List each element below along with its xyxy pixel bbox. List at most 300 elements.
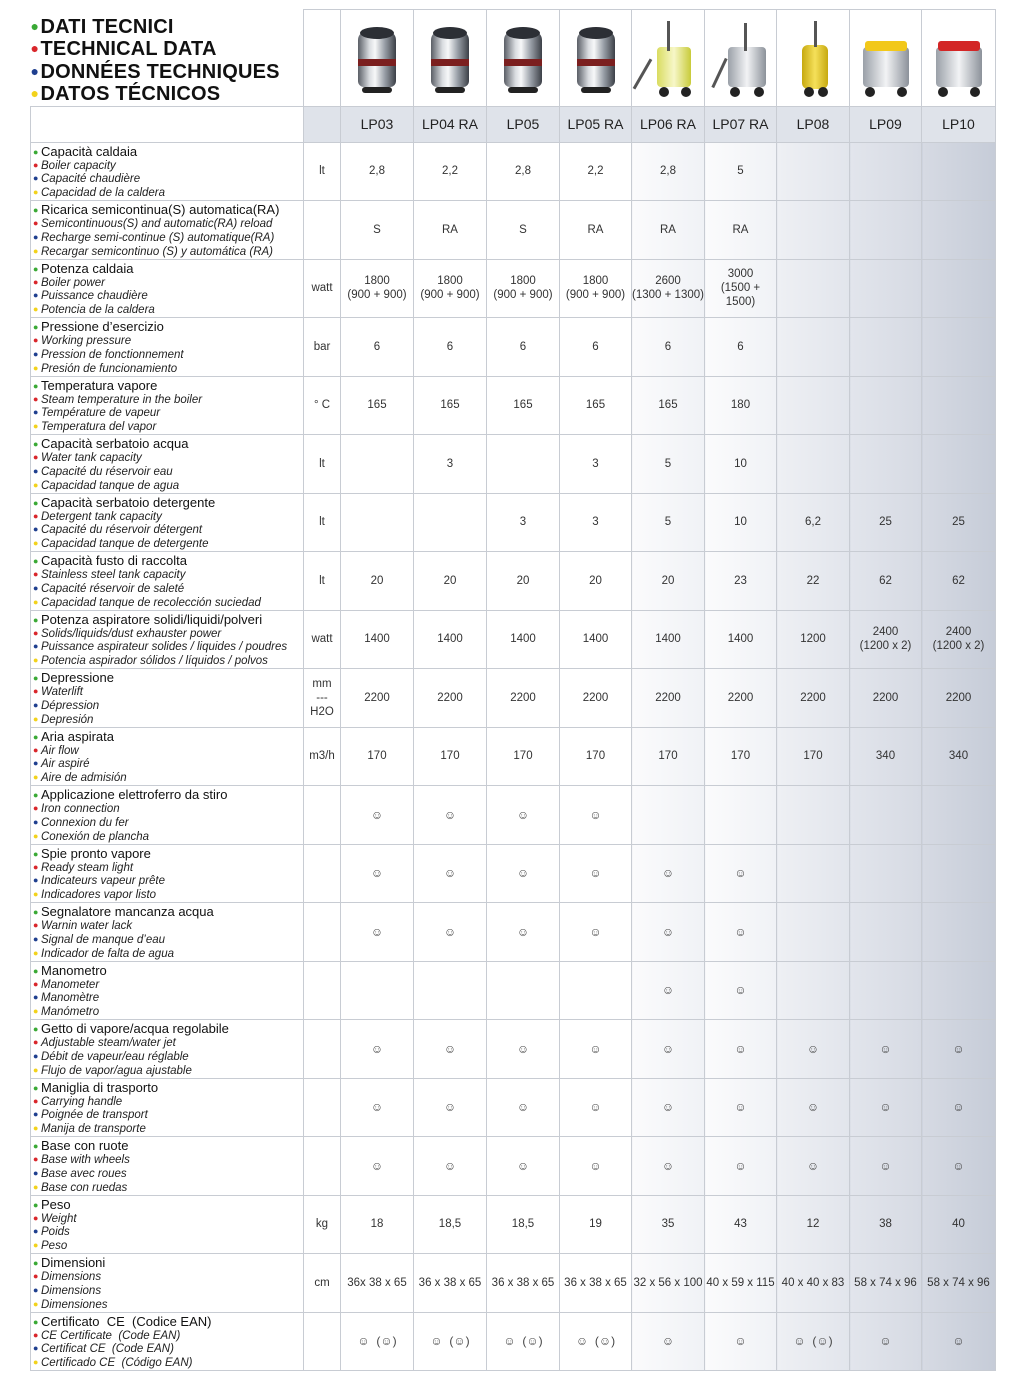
label-fr: ● Dépression — [33, 699, 100, 712]
spec-value: 32 x 56 x 100 — [632, 1254, 705, 1313]
spec-value: 18,5 — [487, 1195, 560, 1254]
spec-row — [31, 552, 996, 611]
bullet-dot-icon: ● — [33, 947, 39, 958]
label-en: ● Carrying handle — [33, 1095, 123, 1108]
label-fr: ● Air aspiré — [33, 758, 90, 771]
label-it: ● Getto di vapore/acqua regolabile — [33, 1021, 229, 1036]
spec-value: ☺ ​ (☺) — [341, 1312, 414, 1371]
spec-value: 20 — [487, 552, 560, 611]
spec-value: ☺ — [414, 786, 487, 845]
spec-value: 170 — [705, 727, 777, 786]
spec-value — [922, 376, 996, 435]
spec-value: 5 — [705, 142, 777, 201]
product-image-lp04ra — [414, 10, 487, 107]
header-image-row — [31, 10, 996, 107]
spec-unit — [304, 1312, 341, 1371]
spec-value: 40 x 40 x 83 — [777, 1254, 850, 1313]
spec-value — [850, 318, 922, 377]
model-lp05ra: LP05 RA — [560, 106, 632, 142]
spec-value: ☺ — [922, 1137, 996, 1196]
spec-value: 1800 (900 + 900) — [341, 259, 414, 318]
label-en: ● Ready steam light — [33, 861, 134, 874]
label-fr: ● Puissance aspirateur solides / liquides / poudres — [33, 641, 288, 654]
spec-value: ☺ — [922, 1020, 996, 1079]
label-en: ● Dimensions — [33, 1271, 102, 1283]
model-lp09: LP09 — [850, 106, 922, 142]
spec-value: 36x 38 x 65 — [341, 1254, 414, 1313]
spec-value: 1800 (900 + 900) — [487, 259, 560, 318]
spec-value: 165 — [560, 376, 632, 435]
bullet-dot-icon: ● — [33, 538, 39, 549]
bullet-dot-icon: ● — [33, 848, 39, 859]
bullet-dot-icon: ● — [33, 1199, 39, 1210]
product-image-lp08 — [777, 10, 850, 107]
spec-value: ☺ — [632, 1078, 705, 1137]
spec-value: 170 — [632, 727, 705, 786]
label-it: ● Capacità fusto di raccolta — [33, 553, 187, 568]
spec-value — [850, 201, 922, 260]
spec-unit — [304, 1078, 341, 1137]
bullet-dot-icon: ● — [33, 1050, 39, 1061]
label-it: ● Peso — [33, 1196, 71, 1212]
spec-value: ☺ — [341, 1137, 414, 1196]
spec-value: ☺ — [341, 1020, 414, 1079]
bullet-dot-icon: ● — [33, 1316, 39, 1327]
spec-value: ☺ — [850, 1020, 922, 1079]
spec-value: ☺ — [341, 1078, 414, 1137]
bullet-dot-icon: ● — [33, 1154, 39, 1164]
bullet-dot-icon: ● — [33, 407, 39, 418]
spec-value: 2200 — [341, 669, 414, 728]
spec-value: 2200 — [487, 669, 560, 728]
model-lp07ra: LP07 RA — [705, 106, 777, 142]
title-block — [31, 10, 304, 107]
spec-value — [341, 493, 414, 552]
spec-value: 12 — [777, 1195, 850, 1254]
bullet-dot-icon: ● — [33, 596, 39, 607]
label-it: ● Certificato ​ CE ​ (Codice EAN) — [33, 1313, 212, 1329]
bullet-dot-icon: ● — [33, 992, 39, 1003]
spec-value: 2200 — [560, 669, 632, 728]
spec-row — [31, 1137, 996, 1196]
spec-value — [414, 961, 487, 1020]
spec-value: 58 x 74 x 96 — [922, 1254, 996, 1313]
spec-unit — [304, 201, 341, 260]
spec-value: 18,5 — [414, 1195, 487, 1254]
label-es: ● Capacidad tanque de agua — [33, 479, 180, 492]
spec-value: ☺ — [705, 1020, 777, 1079]
spec-row — [31, 1195, 996, 1254]
spec-value: ☺ — [705, 1137, 777, 1196]
spec-value — [560, 961, 632, 1020]
label-es: ● Manómetro — [33, 1006, 100, 1019]
spec-value: 40 — [922, 1195, 996, 1254]
bullet-dot-icon: ● — [33, 1343, 39, 1354]
label-es: ● Indicador de falta de agua — [33, 947, 174, 960]
spec-value: ☺ ​ (☺) — [414, 1312, 487, 1371]
spec-value: 38 — [850, 1195, 922, 1254]
spec-value: 6 — [341, 318, 414, 377]
spec-value: 6 — [414, 318, 487, 377]
label-en: ● Stainless steel tank capacity — [33, 569, 186, 581]
spec-label — [31, 1312, 304, 1371]
spec-value: 3 — [487, 493, 560, 552]
spec-value: 6,2 — [777, 493, 850, 552]
label-es: ● Indicadores vapor listo — [33, 889, 157, 902]
spec-row — [31, 318, 996, 377]
spec-unit: m3/h — [304, 727, 341, 786]
bullet-dot-icon: ● — [33, 713, 39, 724]
product-image-lp05ra — [560, 10, 632, 107]
spec-value: ☺ ​ (☺) — [560, 1312, 632, 1371]
label-es: ● Peso — [33, 1240, 68, 1253]
spec-row — [31, 961, 996, 1020]
bullet-dot-icon: ● — [33, 1082, 39, 1093]
bullet-dot-icon: ● — [33, 290, 39, 301]
bullet-dot-icon: ● — [33, 816, 39, 827]
spec-value: ☺ — [414, 1078, 487, 1137]
spec-value: ☺ — [414, 1020, 487, 1079]
spec-row — [31, 1078, 996, 1137]
spec-value — [922, 435, 996, 494]
label-es: ● Presión de funcionamiento — [33, 362, 178, 375]
spec-value — [850, 961, 922, 1020]
spec-row — [31, 142, 996, 201]
spec-row — [31, 493, 996, 552]
spec-value: 3 — [414, 435, 487, 494]
spec-label — [31, 142, 304, 201]
spec-unit — [304, 844, 341, 903]
bullet-dot-icon: ● — [33, 758, 39, 769]
spec-label — [31, 1195, 304, 1254]
spec-value: 2200 — [850, 669, 922, 728]
spec-label — [31, 1020, 304, 1079]
spec-value — [777, 318, 850, 377]
bullet-dot-icon: ● — [33, 173, 39, 184]
label-fr: ● Pression de fonctionnement — [33, 348, 184, 361]
bullet-dot-icon: ● — [33, 614, 39, 625]
bullet-dot-icon: ● — [33, 1357, 39, 1368]
spec-row — [31, 903, 996, 962]
spec-value — [922, 844, 996, 903]
spec-unit — [304, 903, 341, 962]
label-it: ● Applicazione elettroferro da stiro — [33, 787, 228, 802]
spec-value — [922, 259, 996, 318]
bullet-dot-icon: ● — [33, 1226, 39, 1237]
label-es: ● Certificado CE ​ (Código EAN) — [33, 1357, 193, 1370]
label-es: ● Potencia aspirador sólidos / líquidos / polvos — [33, 655, 268, 668]
spec-value: 22 — [777, 552, 850, 611]
label-it: ● Capacità serbatoio detergente — [33, 494, 216, 510]
bullet-dot-icon: ● — [33, 569, 39, 579]
bullet-dot-icon: ● — [33, 933, 39, 944]
label-it: ● Ricarica semicontinua(S) automatica(RA) — [33, 202, 280, 217]
spec-value: ☺ — [705, 1312, 777, 1371]
spec-value: 20 — [560, 552, 632, 611]
label-fr: ● Capacité chaudière — [33, 173, 141, 186]
bullet-dot-icon: ● — [33, 772, 39, 783]
red-dot-icon: ● — [30, 40, 40, 56]
label-es: ● Potencia de la caldera — [33, 304, 155, 317]
bullet-dot-icon: ● — [33, 497, 39, 508]
bullet-dot-icon: ● — [33, 1141, 39, 1151]
label-fr: ● Certificat CE ​ (Code EAN) — [33, 1343, 174, 1356]
spec-value: ☺ — [487, 1078, 560, 1137]
spec-unit: watt — [304, 610, 341, 669]
spec-unit — [304, 1020, 341, 1079]
spec-value: ☺ — [850, 1078, 922, 1137]
label-en: ● Base with wheels — [33, 1154, 130, 1166]
label-en: ● Manometer — [33, 978, 100, 991]
spec-value — [777, 201, 850, 260]
spec-value: 180 — [705, 376, 777, 435]
bullet-dot-icon: ● — [33, 231, 39, 242]
spec-value — [850, 142, 922, 201]
spec-unit: cm — [304, 1254, 341, 1313]
spec-value: 2200 — [777, 669, 850, 728]
bullet-dot-icon: ● — [33, 276, 39, 287]
model-header-unit-blank — [304, 106, 341, 142]
spec-value — [922, 903, 996, 962]
bullet-dot-icon: ● — [33, 1167, 39, 1178]
bullet-dot-icon: ● — [33, 1095, 39, 1106]
spec-value — [850, 786, 922, 845]
bullet-dot-icon: ● — [33, 479, 39, 490]
spec-value — [777, 961, 850, 1020]
bullet-dot-icon: ● — [33, 1240, 39, 1251]
spec-value — [922, 786, 996, 845]
spec-value: 10 — [705, 435, 777, 494]
label-fr: ● Capacité réservoir de saleté — [33, 582, 185, 595]
spec-value — [850, 259, 922, 318]
label-fr: ● Recharge semi-continue (S) automatique(RA) — [33, 231, 275, 244]
spec-value: 6 — [487, 318, 560, 377]
label-es: ● Base con ruedas — [33, 1181, 128, 1194]
model-lp06ra: LP06 RA — [632, 106, 705, 142]
spec-table — [30, 9, 996, 1371]
label-it: ● Segnalatore mancanza acqua — [33, 904, 214, 919]
spec-value — [414, 493, 487, 552]
bullet-dot-icon: ● — [33, 556, 39, 566]
spec-value — [850, 435, 922, 494]
spec-value: 170 — [341, 727, 414, 786]
spec-value: 25 — [922, 493, 996, 552]
model-lp08: LP08 — [777, 106, 850, 142]
spec-value: 2200 — [922, 669, 996, 728]
spec-value: ☺ — [560, 1020, 632, 1079]
bullet-dot-icon: ● — [33, 1024, 39, 1034]
label-it: ● Aria aspirata — [33, 728, 114, 744]
spec-value: 5 — [632, 493, 705, 552]
spec-value: RA — [560, 201, 632, 260]
spec-label — [31, 610, 304, 669]
label-es: ● Capacidad de la caldera — [33, 187, 166, 200]
bullet-dot-icon: ● — [33, 965, 39, 976]
spec-unit: kg — [304, 1195, 341, 1254]
label-en: ● Detergent tank capacity — [33, 510, 162, 523]
label-es: ● Depresión — [33, 713, 94, 726]
spec-row — [31, 435, 996, 494]
spec-value: 58 x 74 x 96 — [850, 1254, 922, 1313]
spec-value: 2400 (1200 x 2) — [850, 610, 922, 669]
title-en: ●TECHNICAL DATA — [30, 38, 217, 60]
label-en: ● Waterlift — [33, 686, 83, 698]
spec-unit: lt — [304, 552, 341, 611]
spec-value: ☺ — [777, 1078, 850, 1137]
spec-value: 62 — [850, 552, 922, 611]
bullet-dot-icon: ● — [33, 731, 39, 742]
bullet-dot-icon: ● — [33, 861, 39, 872]
spec-value: 10 — [705, 493, 777, 552]
bullet-dot-icon: ● — [33, 1298, 39, 1309]
spec-value: RA — [705, 201, 777, 260]
spec-value: 170 — [414, 727, 487, 786]
spec-value: ☺ — [341, 844, 414, 903]
bullet-dot-icon: ● — [33, 263, 39, 274]
bullet-dot-icon: ● — [33, 641, 39, 652]
bullet-dot-icon: ● — [33, 362, 39, 373]
spec-value: 2,2 — [414, 142, 487, 201]
bullet-dot-icon: ● — [33, 205, 39, 215]
spec-value: ☺ — [922, 1312, 996, 1371]
blue-dot-icon: ● — [30, 62, 40, 79]
spec-value — [632, 786, 705, 845]
bullet-dot-icon: ● — [33, 187, 39, 198]
bullet-dot-icon: ● — [33, 1329, 39, 1340]
label-fr: ● Température de vapeur — [33, 407, 161, 420]
spec-value: S — [487, 201, 560, 260]
spec-value: 1400 — [414, 610, 487, 669]
spec-value: ☺ ​ (☺) — [487, 1312, 560, 1371]
bullet-dot-icon: ● — [33, 907, 39, 917]
bullet-dot-icon: ● — [33, 348, 39, 359]
spec-value: 165 — [341, 376, 414, 435]
spec-value: 165 — [487, 376, 560, 435]
spec-label — [31, 727, 304, 786]
spec-value: ☺ — [414, 844, 487, 903]
bullet-dot-icon: ● — [33, 218, 39, 228]
bullet-dot-icon: ● — [33, 421, 39, 432]
bullet-dot-icon: ● — [33, 465, 39, 476]
spec-value — [341, 961, 414, 1020]
spec-value: 5 — [632, 435, 705, 494]
spec-unit — [304, 786, 341, 845]
label-en: ● CE Certificate ​ (Code EAN) — [33, 1329, 181, 1342]
bullet-dot-icon: ● — [33, 245, 39, 256]
spec-value — [777, 259, 850, 318]
spec-row — [31, 1312, 996, 1371]
label-fr: ● Connexion du fer — [33, 816, 129, 829]
spec-value: 6 — [705, 318, 777, 377]
bullet-dot-icon: ● — [33, 889, 39, 900]
bullet-dot-icon: ● — [33, 1109, 39, 1120]
spec-value: 62 — [922, 552, 996, 611]
spec-row — [31, 727, 996, 786]
label-it: ● Dimensioni — [33, 1255, 106, 1270]
label-es: ● Capacidad tanque de detergente — [33, 538, 209, 551]
spec-unit: lt — [304, 493, 341, 552]
spec-value: 1400 — [487, 610, 560, 669]
spec-value: S — [341, 201, 414, 260]
spec-value: 340 — [850, 727, 922, 786]
label-fr: ● Puissance chaudière — [33, 290, 148, 303]
label-es: ● Capacidad tanque de recolección suciedad — [33, 596, 261, 609]
bullet-dot-icon: ● — [33, 803, 39, 813]
spec-value: 340 — [922, 727, 996, 786]
bullet-dot-icon: ● — [33, 439, 39, 449]
title-it: ●DATI TECNICI — [30, 15, 174, 38]
label-fr: ● Indicateurs vapeur prête — [33, 875, 166, 888]
spec-label — [31, 1137, 304, 1196]
spec-value: 1800 (900 + 900) — [560, 259, 632, 318]
label-fr: ● Poignée de transport — [33, 1109, 148, 1122]
label-en: ● Semicontinuous(S) and automatic(RA) reload — [33, 218, 273, 230]
bullet-dot-icon: ● — [33, 978, 39, 989]
spec-row — [31, 669, 996, 728]
label-en: ● Boiler power — [33, 276, 105, 289]
bullet-dot-icon: ● — [33, 920, 39, 930]
spec-value — [777, 844, 850, 903]
technical-data-sheet — [30, 9, 995, 1369]
spec-value — [777, 786, 850, 845]
label-it: ● Pressione d’esercizio — [33, 319, 164, 334]
spec-unit: watt — [304, 259, 341, 318]
bullet-dot-icon: ● — [33, 393, 39, 404]
spec-row — [31, 1254, 996, 1313]
spec-label — [31, 493, 304, 552]
label-es: ● Flujo de vapor/agua ajustable — [33, 1064, 192, 1077]
spec-value: 2200 — [705, 669, 777, 728]
spec-value: 43 — [705, 1195, 777, 1254]
spec-value — [705, 786, 777, 845]
bullet-dot-icon: ● — [33, 1258, 39, 1268]
spec-value: 3 — [560, 435, 632, 494]
spec-value: ☺ — [850, 1137, 922, 1196]
spec-value: 2,8 — [341, 142, 414, 201]
label-en: ● Weight — [33, 1212, 77, 1225]
spec-row — [31, 376, 996, 435]
bullet-dot-icon: ● — [33, 875, 39, 886]
spec-value: 18 — [341, 1195, 414, 1254]
bullet-dot-icon: ● — [33, 1123, 39, 1134]
label-es: ● Dimensiones — [33, 1298, 108, 1311]
spec-value: ☺ — [777, 1137, 850, 1196]
label-en: ● Working pressure — [33, 335, 132, 347]
spec-value: 170 — [487, 727, 560, 786]
product-image-lp03 — [341, 10, 414, 107]
spec-value: ☺ — [560, 786, 632, 845]
spec-value: ☺ — [777, 1020, 850, 1079]
bullet-dot-icon: ● — [33, 510, 39, 521]
spec-value: 20 — [632, 552, 705, 611]
spec-value: ☺ — [560, 1078, 632, 1137]
bullet-dot-icon: ● — [33, 582, 39, 593]
label-it: ● Capacità serbatoio acqua — [33, 436, 189, 451]
spec-value: 3 — [560, 493, 632, 552]
model-header-blank — [31, 106, 304, 142]
spec-value: 23 — [705, 552, 777, 611]
label-fr: ● Signal de manque d’eau — [33, 933, 166, 946]
label-es: ● Recargar semicontinuo (S) y automática (RA) — [33, 245, 273, 258]
spec-value: 36 x 38 x 65 — [414, 1254, 487, 1313]
spec-value — [487, 435, 560, 494]
bullet-dot-icon: ● — [33, 1271, 39, 1281]
model-header-row — [31, 106, 996, 142]
spec-value: 1400 — [705, 610, 777, 669]
label-fr: ● Débit de vapeur/eau réglable — [33, 1050, 189, 1063]
spec-unit: bar — [304, 318, 341, 377]
label-fr: ● Base avec roues — [33, 1167, 127, 1180]
